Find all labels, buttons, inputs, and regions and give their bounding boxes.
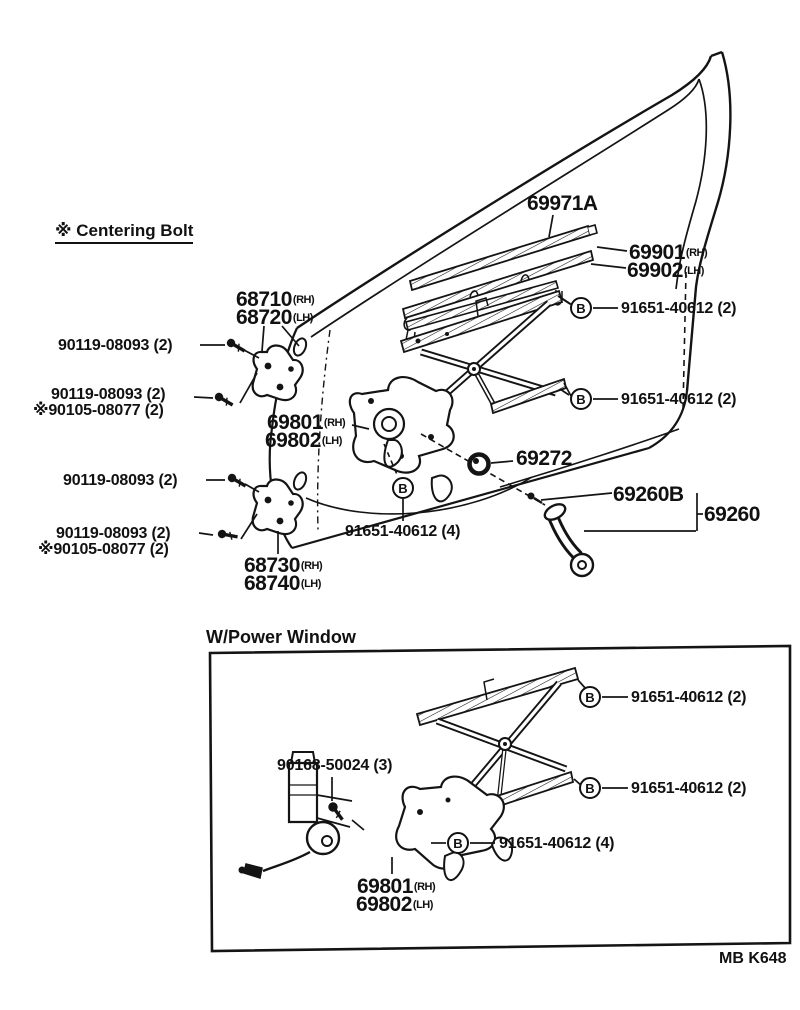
- part-number: 69801: [267, 411, 323, 434]
- side-suffix: (LH): [683, 265, 704, 277]
- label-90119-08093-4: 90119-08093 (2): [56, 525, 171, 542]
- window-crank-handle-69260: [542, 501, 593, 576]
- bolt-badge-b: B: [570, 297, 592, 319]
- hinge-bolt-icon: [225, 338, 246, 353]
- bolt-badge-b: B: [447, 832, 469, 854]
- part-number: 69971A: [527, 192, 598, 215]
- label-91651-40612-2-inset-bottom: 91651-40612 (2): [631, 780, 747, 797]
- part-number: 69802: [356, 893, 412, 916]
- side-suffix: (RH): [413, 881, 436, 893]
- bolt-badge-b: B: [392, 477, 414, 499]
- grommet-69272: [470, 455, 489, 474]
- label-69802-lh-inset: [356, 894, 433, 915]
- label-69260: [704, 504, 760, 525]
- part-number: 69801: [357, 875, 413, 898]
- part-number: 68740: [244, 572, 300, 595]
- side-suffix: (LH): [321, 435, 342, 447]
- part-number: 68710: [236, 288, 292, 311]
- inset-title: W/Power Window: [206, 627, 356, 647]
- label-91651-40612-2-inset-top: 91651-40612 (2): [631, 689, 747, 706]
- label-91651-40612-2-mid: 91651-40612 (2): [621, 391, 737, 408]
- hinge-bolt-icon: [226, 473, 247, 488]
- part-number: 69272: [516, 447, 572, 470]
- label-69971A: [527, 193, 598, 214]
- label-90168-50024: 90168-50024 (3): [277, 757, 393, 774]
- bolt-badge-b: B: [579, 777, 601, 799]
- label-91651-40612-2-top: 91651-40612 (2): [621, 300, 737, 317]
- door-hinge-lower: [253, 471, 309, 534]
- label-69802-lh: [265, 430, 342, 451]
- label-69902-lh: [627, 260, 704, 281]
- side-suffix: (LH): [292, 312, 313, 324]
- side-suffix: (LH): [412, 899, 433, 911]
- part-number: 68720: [236, 306, 292, 329]
- hinge-bolt-icon: [217, 528, 238, 542]
- bolt-badge-b: B: [570, 388, 592, 410]
- glass-run-channel-dashed: [683, 272, 686, 410]
- hinge-bolt-icon: [213, 392, 234, 407]
- side-suffix: (RH): [685, 247, 708, 259]
- centering-bolt-note: ※ Centering Bolt: [55, 222, 193, 244]
- part-number: 69902: [627, 259, 683, 282]
- label-91651-40612-4-inset: 91651-40612 (4): [499, 835, 615, 852]
- label-90105-08077-2: ※90105-08077 (2): [38, 541, 169, 558]
- side-suffix: (RH): [300, 560, 323, 572]
- handle-pin-69260B: [528, 493, 535, 500]
- label-90119-08093-2: 90119-08093 (2): [51, 386, 166, 403]
- label-90105-08077-1: ※90105-08077 (2): [33, 402, 164, 419]
- part-number: 69260B: [613, 483, 684, 506]
- door-hinge-upper: [253, 337, 309, 400]
- wire-plug: [244, 864, 262, 878]
- label-91651-40612-4-main: 91651-40612 (4): [345, 523, 461, 540]
- label-90119-08093-3: 90119-08093 (2): [63, 472, 178, 489]
- sector-gear-flap: [432, 475, 452, 501]
- drawing-code: MB K648: [719, 950, 787, 967]
- side-suffix: (RH): [323, 417, 346, 429]
- label-68740-lh: [244, 573, 321, 594]
- motor-bolt-icon: [326, 801, 348, 821]
- part-number: 68730: [244, 554, 300, 577]
- label-69272: [516, 448, 572, 469]
- label-69260B: [613, 484, 684, 505]
- label-68720-lh: [236, 307, 313, 328]
- bolt-badge-b: B: [579, 686, 601, 708]
- part-number: 69802: [265, 429, 321, 452]
- side-suffix: (RH): [292, 294, 315, 306]
- part-number: 69260: [704, 503, 760, 526]
- label-90119-08093-1: 90119-08093 (2): [58, 337, 173, 354]
- motor-wire: [263, 852, 310, 871]
- part-number: 69901: [629, 241, 685, 264]
- side-suffix: (LH): [300, 578, 321, 590]
